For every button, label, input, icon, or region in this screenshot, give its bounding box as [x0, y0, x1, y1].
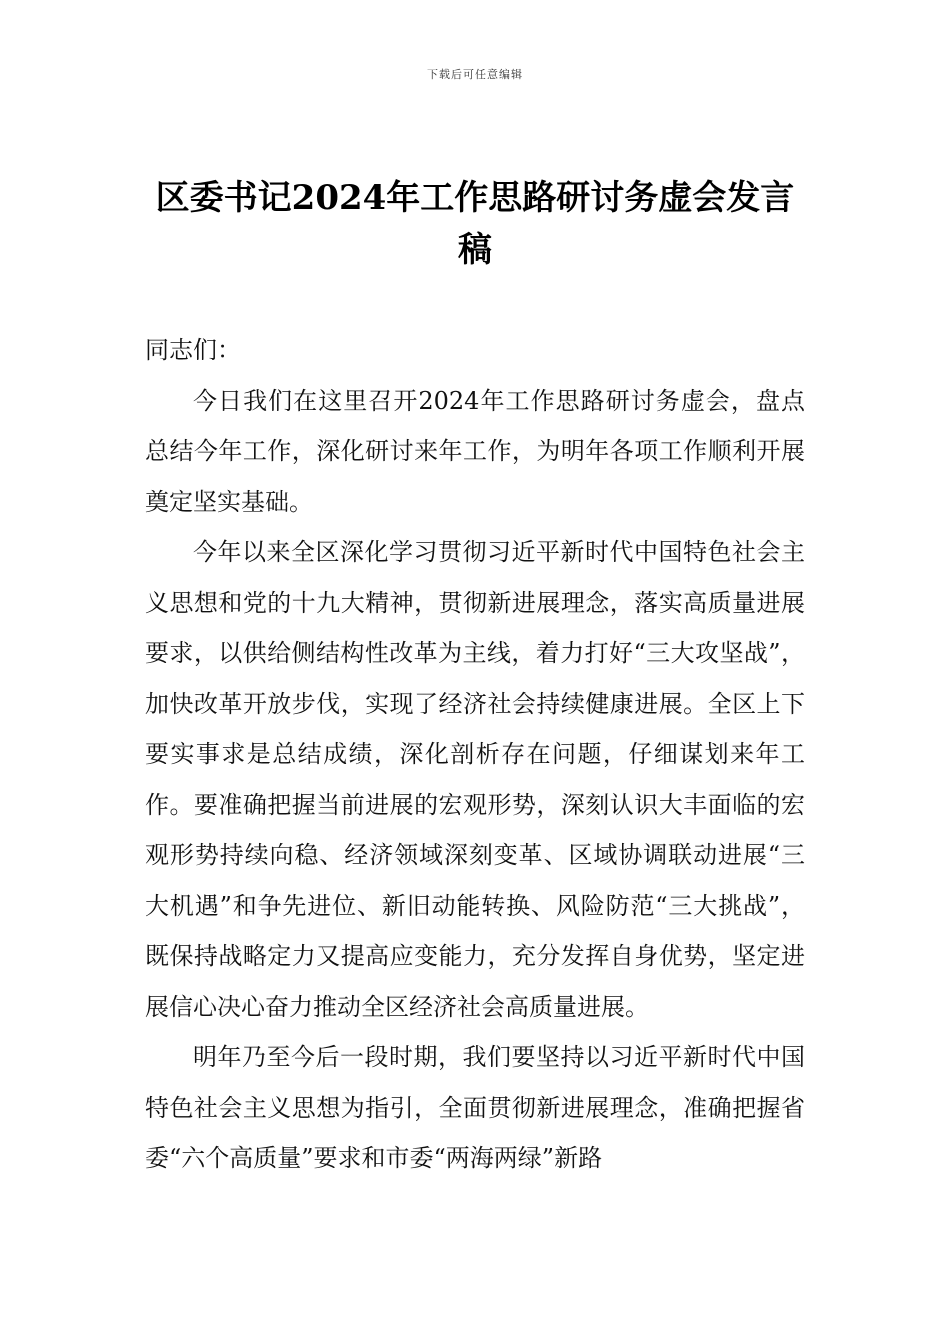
- paragraph: 今日我们在这里召开2024年工作思路研讨务虚会，盘点总结今年工作，深化研讨来年工作，为明年各项工作顺利开展奠定坚实基础。: [145, 386, 805, 516]
- paragraph: 今年以来全区深化学习贯彻习近平新时代中国特色社会主义思想和党的十九大精神，贯彻新进展理念，落实高质量进展要求，以供给侧结构性改革为主线，着力打好“三大攻坚战”，加快改革开放步伐，实现了经济社会持续健康进展。全区上下要实事求是总结成绩，深化剖析存在问题，仔细谋划来年工作。要准确把握当前进展的宏观形势，深刻认识大丰面临的宏观形势持续向稳、经济领域深刻变革、区域协调联动进展“三大机遇”和争先进位、新旧动能转换、风险防范“三大挑战”，既保持战略定力又提高应变能力，充分发挥自身优势，坚定进展信心决心奋力推动全区经济社会高质量进展。: [145, 538, 805, 1021]
- header-note: 下载后可任意编辑: [427, 68, 523, 81]
- document-title: 区委书记2024年工作思路研讨务虚会发言稿: [155, 178, 795, 270]
- paragraph: 明年乃至今后一段时期，我们要坚持以习近平新时代中国特色社会主义思想为指引，全面贯彻新进展理念，准确把握省委“六个高质量”要求和市委“两海两绿”新路: [145, 1043, 805, 1172]
- document-body: [145, 325, 805, 1184]
- salutation: 同志们：: [145, 336, 241, 364]
